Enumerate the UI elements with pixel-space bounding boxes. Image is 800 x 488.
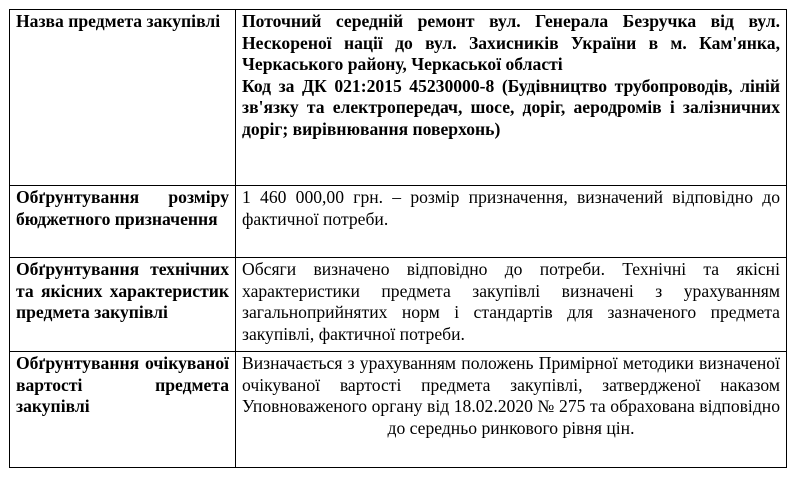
table-row <box>10 186 787 258</box>
row-label-characteristics: Обґрунтування технічних та якісних характеристик предмета закупівлі <box>10 258 236 352</box>
table-row <box>10 352 787 468</box>
table-row <box>10 258 787 352</box>
row-label-subject: Назва предмета закупівлі <box>10 10 236 186</box>
subject-code: Код за ДК 021:2015 45230000-8 (Будівництво трубопроводів, ліній зв'язку та електропередач, шосе, доріг, аеродромів і залізничних доріг; вирівнювання поверхонь) <box>242 75 780 139</box>
row-label-cost: Обґрунтування очікуваної вартості предмета закупівлі <box>10 352 236 468</box>
row-value-cost: Визначається з урахуванням положень Примірної методики визначеної очікуваної вартості предмета закупівлі, затвердженої наказом Уповноваженого органу від 18.02.2020 № 275 та обрахована відповідно до середньо ринкового рівня цін. <box>236 352 787 468</box>
procurement-table <box>9 9 787 468</box>
row-value-characteristics: Обсяги визначено відповідно до потреби. Технічні та якісні характеристики предмета закупівлі визначені з урахуванням загальноприйнятих норм і стандартів для зазначеного предмета закупівлі, фактичної потреби. <box>236 258 787 352</box>
row-value-subject <box>236 10 787 186</box>
row-value-budget: 1 460 000,00 грн. – розмір призначення, визначений відповідно до фактичної потреби. <box>236 186 787 258</box>
subject-title: Поточний середній ремонт вул. Генерала Безручка від вул. Нескореної нації до вул. Захисників України в м. Кам'янка, Черкаського району, Черкаської області <box>242 11 780 75</box>
table-row <box>10 10 787 186</box>
row-label-budget: Обґрунтування розміру бюджетного призначення <box>10 186 236 258</box>
